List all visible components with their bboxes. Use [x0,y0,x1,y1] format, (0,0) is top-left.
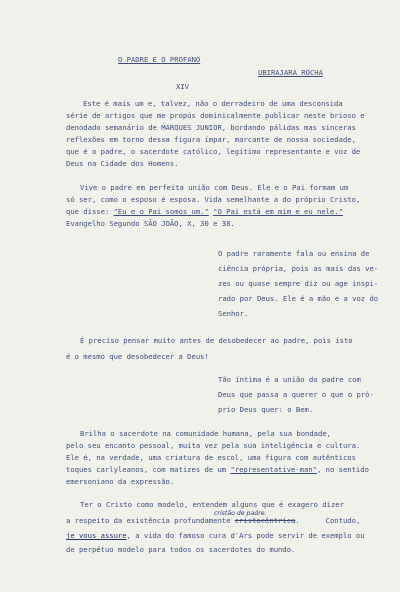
p4-line-5: emersoniano da expressão. [66,477,175,486]
p4-line-4-tail: , no sentido [316,465,369,474]
q2-line-1: Tão íntima é a união do padre com [218,375,361,384]
p2-quote-1: "Eu e o Pai somos um." [113,207,209,216]
q1-line-2: ciência própria, pois as mais das ve- [218,264,379,273]
p2-line-1: Vive o padre em perfeita união com Deus. Ele e o Pai formam um [80,183,349,192]
p5-line-2-lead: a respeito da existência profundamente [66,516,235,525]
p4-line-1: Brilha o sacerdote na comunidade humana, pela sua bondade, [80,429,331,438]
author-name: UBIRAJARA ROCHA [258,68,323,77]
q1-line-4: rado por Deus. Ele é a mão e a voz do [218,294,379,303]
p1-line-1: Este é mais um e, talvez, não o derradeiro de uma desconsida [83,99,343,108]
q2-line-2: Deus que passa a querer o que o pró- [218,390,374,399]
q1-line-3: zes ou quase sempre diz ou age inspi- [218,279,379,288]
p4-line-3: Ele é, na verdade, uma criatura de escol, uma figura com autênticos [66,453,356,462]
p1-line-5: que é o padre, o sacerdote católico, legítimo representante e voz de [66,147,361,156]
p1-line-3: denodado semanário de MARQUES JUNIOR, bordando pálidas mas sinceras [66,123,356,132]
chapter-number: XIV [176,82,189,91]
p5-je-vous-assure: je vous assure [66,531,127,540]
p5-line-2-tail: . Contudo, [295,516,361,525]
p4-representative-man: "representative-man" [230,465,317,474]
p5-line-3-tail: , a vida do famoso cura d'Ars pode servir de exemplo ou [126,531,365,540]
p3-line-1: É preciso pensar muito antes de desobedecer ao padre, pois isto [80,336,353,345]
p2-line-2: só ser, como o esposo é esposa. Vida semelhante a do próprio Cristo, [66,195,361,204]
p1-line-2: série de artigos que me propús dominicalmente publicar neste brioso e [66,111,365,120]
p5-line-2 [66,516,360,526]
q1-line-1: O padre raramente fala ou ensina de [218,249,370,258]
p3-line-2: é o mesmo que desobedecer a Deus! [66,352,209,361]
p5-struck-word: cristocêntrica [234,516,296,525]
p1-line-4: reflexões em torno dessa figura ímpar, marcante de nossa sociedade, [66,135,356,144]
p1-line-6: Deus na Cidade dos Homens. [66,159,179,168]
p2-quote-2: "O Pai está em mim e eu nele." [213,207,343,216]
article-title: O PADRE E O PROFANO [118,55,201,64]
q2-line-3: prio Deus quer: o Bem. [218,405,314,414]
p5-line-4: de perpétuo modelo para todos os sacerdotes do mundo. [66,545,296,554]
p2-line-3 [66,207,343,217]
p4-line-2: pelo seu encanto pessoal, muita vez pela sua inteligência e cultura. [66,441,361,450]
q1-line-5: Senhor. [218,309,249,318]
p2-line-3-lead: que disse: [66,207,114,216]
handwritten-insert-note: cristão de padre. [214,510,267,517]
p5-line-1: Ter o Cristo como modelo, entendem alguns que é exagero dizer [80,500,344,509]
p4-line-4 [66,465,369,475]
p4-line-4-lead: toques carlyleanos, com matizes de um [66,465,231,474]
p2-citation: Evangelho Segundo SÃO JOÃO, X, 30 e 38. [66,219,235,228]
p5-line-3 [66,531,365,541]
